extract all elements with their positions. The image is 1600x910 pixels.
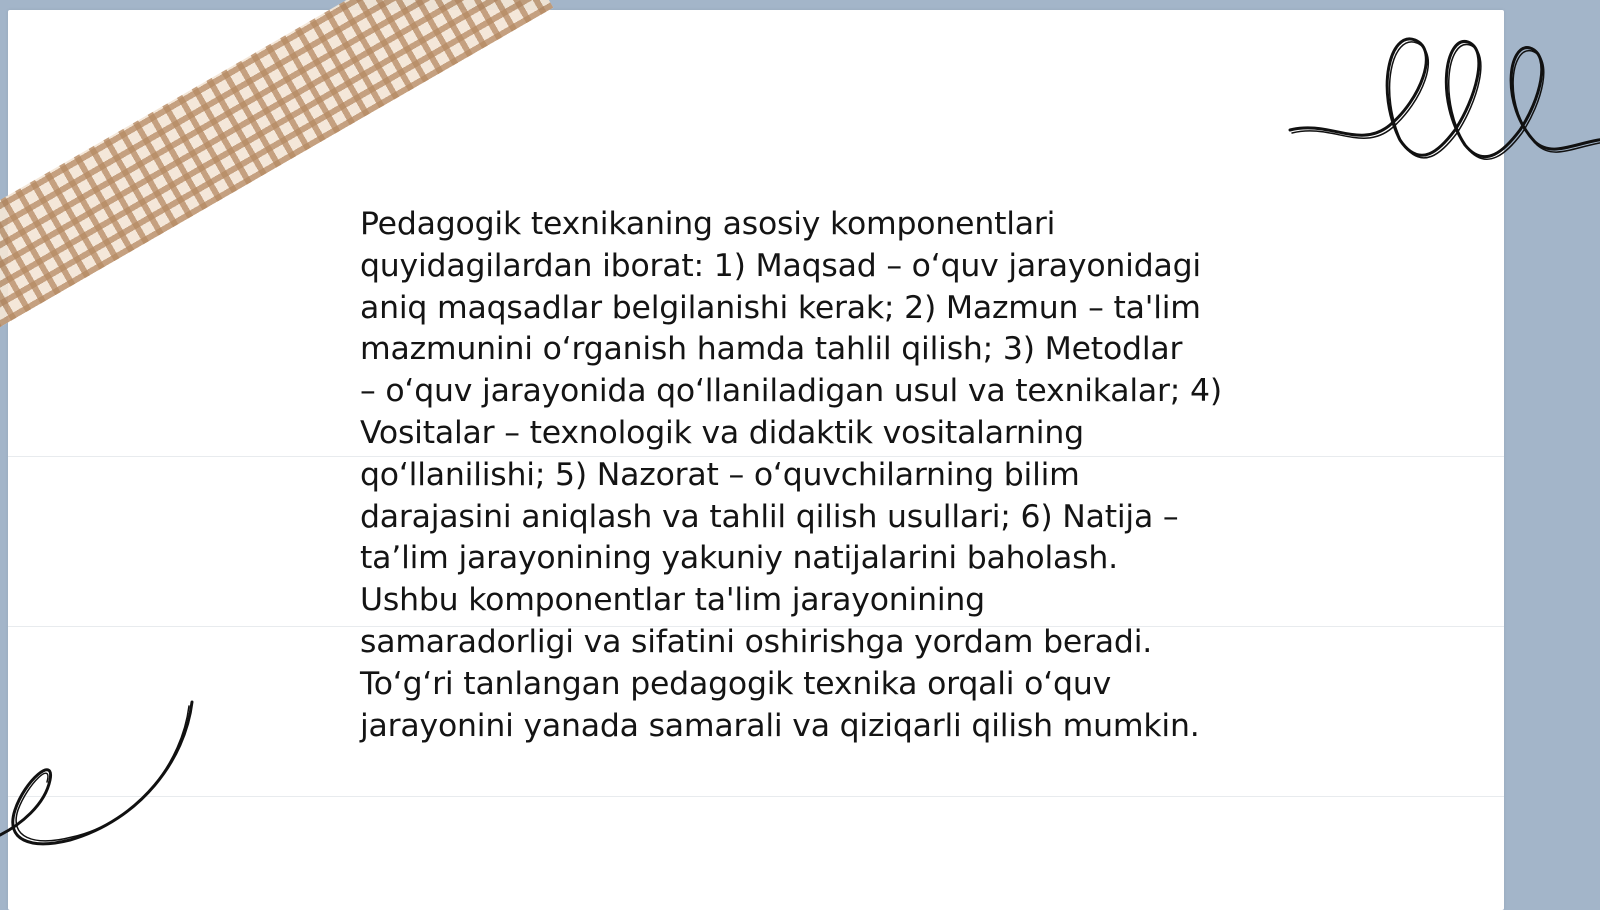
paper-rule-line bbox=[8, 796, 1504, 797]
body-text: Pedagogik texnikaning asosiy komponentlari quyidagilardan iborat: 1) Maqsad – oʻquv jarayonidagi aniq maqsadlar belgilanishi kerak; 2) Mazmun – ta'lim mazmunini oʻrganish hamda tahlil qilish; 3) Metodlar – oʻquv jarayonida qoʻllaniladigan usul va texnikalar; 4) Vositalar – texnologik va didaktik vositalarning qoʻllanilishi; 5) Nazorat – oʻquvchilarning bilim darajasini aniqlash va tahlil qilish usullari; 6) Natija – taʼlim jarayonining yakuniy natijalarini baholash. Ushbu komponentlar ta'lim jarayonining samaradorligi va sifatini oshirishga yordam beradi. Toʻgʻri tanlangan pedagogik texnika orqali oʻquv jarayonini yanada samarali va qiziqarli qilish mumkin. bbox=[360, 206, 1222, 744]
ink-swirl-doodle-icon bbox=[0, 700, 200, 860]
ink-loop-doodle-icon bbox=[1290, 30, 1600, 170]
